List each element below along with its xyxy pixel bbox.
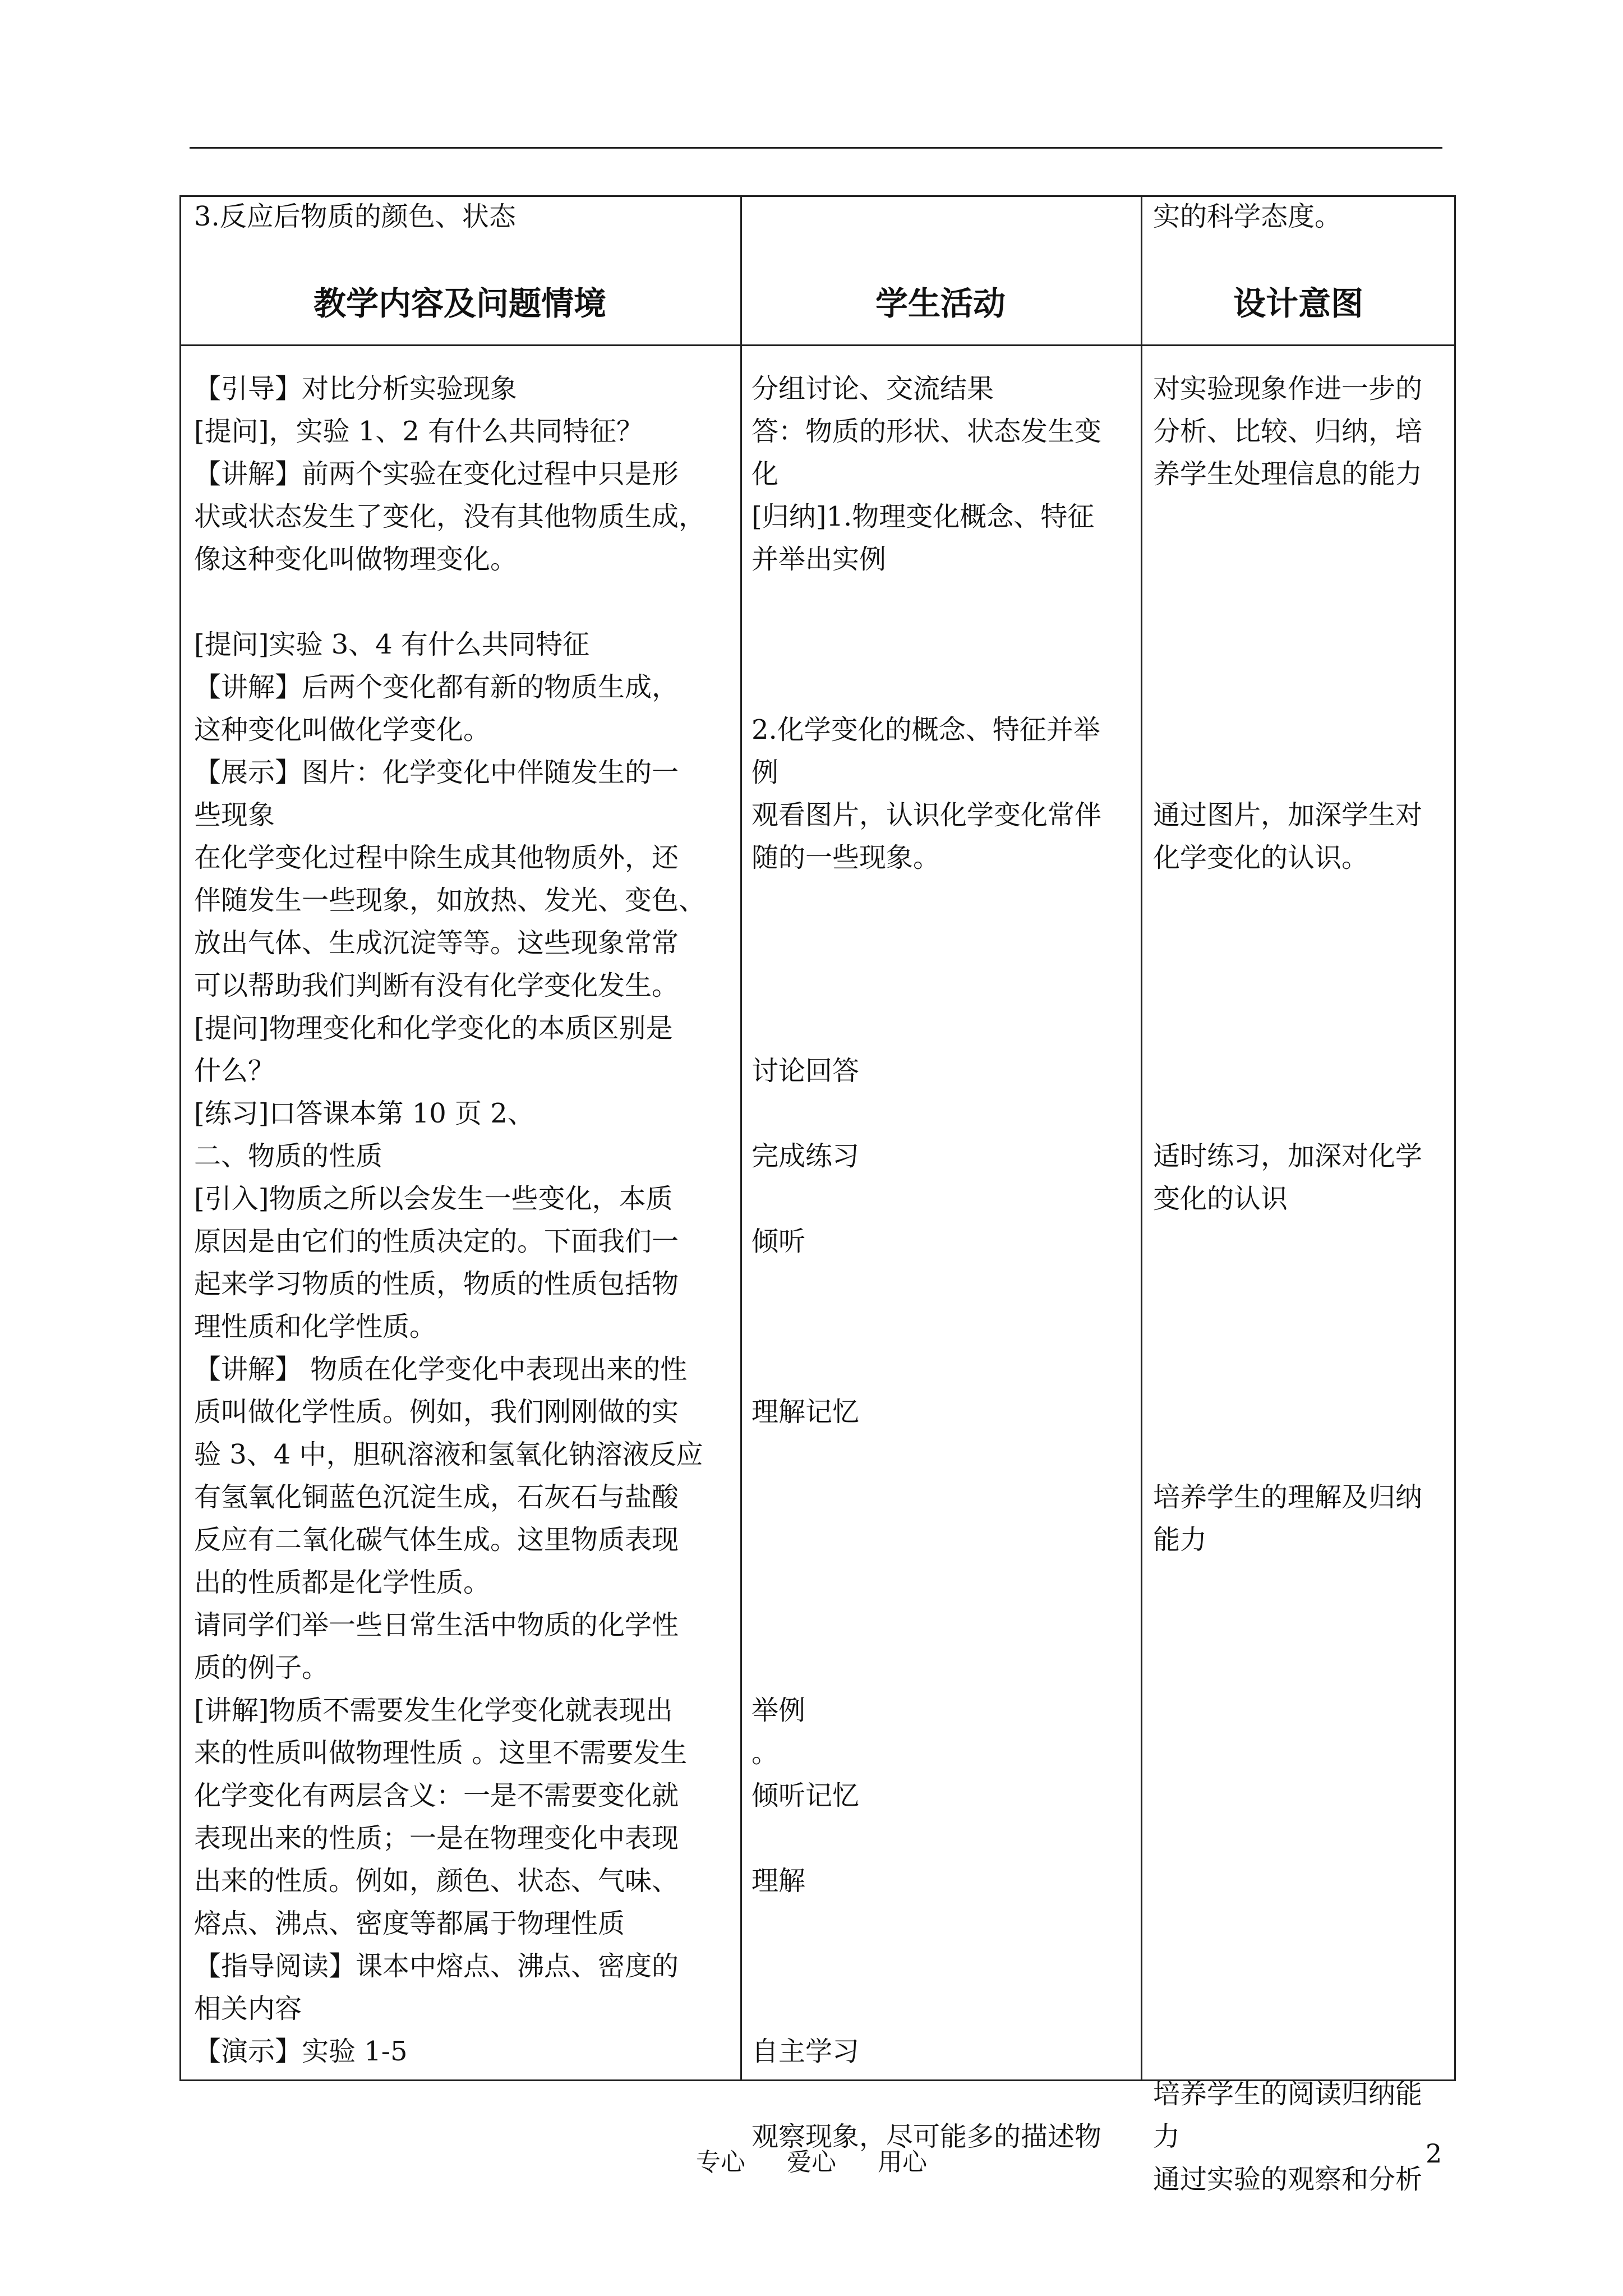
col3-line: 培养学生的阅读归纳能 xyxy=(1153,2078,1423,2110)
col2-line xyxy=(751,1902,1101,1945)
design-intent-column xyxy=(1153,367,1422,2201)
col2-line xyxy=(751,879,1101,922)
col1-line: 反应有二氧化碳气体生成。这里物质表现 xyxy=(194,1524,679,1556)
col2-line xyxy=(751,1092,1101,1135)
top-row-col1-text: 3.反应后物质的颜色、状态 xyxy=(194,201,516,232)
col2-line xyxy=(751,581,1101,623)
col3-line xyxy=(1153,964,1422,1007)
col2-line xyxy=(751,1177,1101,1220)
col1-line: 些现象 xyxy=(194,799,275,831)
header-design-intent: 设计意图 xyxy=(1233,284,1363,323)
col1-line: [引入]物质之所以会发生一些变化，本质 xyxy=(194,1183,673,1214)
col3-line xyxy=(1153,1050,1422,1092)
col1-line: 出来的性质。例如，颜色、状态、气味、 xyxy=(194,1865,679,1897)
col3-line xyxy=(1153,879,1422,922)
header-student-activity: 学生活动 xyxy=(875,284,1006,323)
header-teaching-content: 教学内容及问题情境 xyxy=(313,284,606,323)
col3-line xyxy=(1153,1646,1422,1689)
col3-line: 通过实验的观察和分析 xyxy=(1153,2164,1423,2195)
col2-line: 分组讨论、交流结果 xyxy=(751,373,994,404)
col2-line: 理解 xyxy=(751,1865,806,1897)
col1-line: 【指导阅读】课本中熔点、沸点、密度的 xyxy=(194,1950,679,1982)
col1-line: 可以帮助我们判断有没有化学变化发生。 xyxy=(194,970,679,1001)
col2-line: [归纳]1.物理变化概念、特征 xyxy=(751,501,1095,532)
col2-line: 倾听记忆 xyxy=(751,1780,860,1811)
col2-line xyxy=(751,1263,1101,1305)
col3-line xyxy=(1153,751,1422,794)
col3-line: 分析、比较、归纳，培 xyxy=(1153,416,1423,447)
col1-line: 有氢氧化铜蓝色沉淀生成，石灰石与盐酸 xyxy=(194,1481,679,1513)
teaching-content-column xyxy=(194,367,706,2073)
col3-line xyxy=(1153,1817,1422,1860)
col2-line: 。 xyxy=(751,1737,779,1769)
col1-line: 这种变化叫做化学变化。 xyxy=(194,714,491,746)
col1-line: 放出气体、生成沉淀等等。这些现象常常 xyxy=(194,927,679,959)
col2-line xyxy=(751,1348,1101,1391)
col2-line xyxy=(751,1646,1101,1689)
col3-line: 养学生处理信息的能力 xyxy=(1153,458,1423,490)
header-rule xyxy=(190,147,1442,149)
col1-line: [提问]，实验 1、2 有什么共同特征？ xyxy=(194,416,644,447)
col2-line: 2.化学变化的概念、特征并举 xyxy=(751,714,1100,746)
page-number: 2 xyxy=(1426,2138,1442,2169)
col2-line xyxy=(751,922,1101,964)
col3-line xyxy=(1153,623,1422,666)
col1-line: [提问]实验 3、4 有什么共同特征 xyxy=(194,629,590,660)
col3-line: 适时练习，加深对化学 xyxy=(1153,1140,1423,1172)
col3-line: 通过图片，加深学生对 xyxy=(1153,799,1423,831)
col2-line xyxy=(751,1561,1101,1604)
col2-line: 观看图片，认识化学变化常伴 xyxy=(751,799,1102,831)
col2-line: 观察现象，尽可能多的描述物 xyxy=(751,2121,1102,2152)
col3-line xyxy=(1153,1774,1422,1817)
col3-line xyxy=(1153,1305,1422,1348)
col1-line: 伴随发生一些现象，如放热、发光、变色、 xyxy=(194,885,706,916)
col3-line xyxy=(1153,1987,1422,2030)
col2-line xyxy=(751,1817,1101,1860)
col1-line: 【展示】图片：化学变化中伴随发生的一 xyxy=(194,757,679,788)
col3-line xyxy=(1153,922,1422,964)
col3-line xyxy=(1153,1689,1422,1732)
col3-line: 力 xyxy=(1153,2121,1181,2152)
col1-line: 【演示】实验 1-5 xyxy=(194,2036,408,2067)
col3-line xyxy=(1153,1092,1422,1135)
col2-line: 随的一些现象。 xyxy=(751,842,940,873)
col2-line xyxy=(751,1987,1101,2030)
col3-line xyxy=(1153,1732,1422,1774)
student-activity-column xyxy=(751,367,1101,2158)
col2-line xyxy=(751,666,1101,708)
col1-line: 在化学变化过程中除生成其他物质外，还 xyxy=(194,842,679,873)
col2-line: 理解记忆 xyxy=(751,1396,860,1428)
header-row-divider xyxy=(179,344,1456,346)
col2-line: 答：物质的形状、状态发生变 xyxy=(751,416,1102,447)
col3-line: 变化的认识 xyxy=(1153,1183,1288,1214)
col1-line: 二、物质的性质 xyxy=(194,1140,383,1172)
col3-line xyxy=(1153,538,1422,581)
column-divider-1 xyxy=(740,195,742,2081)
col1-line: [讲解]物质不需要发生化学变化就表现出 xyxy=(194,1695,673,1726)
col1-line: [练习]口答课本第 10 页 2、 xyxy=(194,1098,534,1129)
col1-line: 【引导】对比分析实验现象 xyxy=(194,373,518,404)
col1-line: 请同学们举一些日常生活中物质的化学性 xyxy=(194,1609,679,1641)
col1-line: 【讲解】前两个实验在变化过程中只是形 xyxy=(194,458,679,490)
col3-line xyxy=(1153,1860,1422,1902)
col2-line: 自主学习 xyxy=(751,2036,860,2067)
col1-line: 状或状态发生了变化，没有其他物质生成， xyxy=(194,501,706,532)
col1-line: 相关内容 xyxy=(194,1993,302,2024)
col3-line xyxy=(1153,2030,1422,2073)
col1-line: 熔点、沸点、密度等都属于物理性质 xyxy=(194,1908,625,1939)
col1-line: 来的性质叫做物理性质 。这里不需要发生 xyxy=(194,1737,688,1769)
col3-line xyxy=(1153,708,1422,751)
col3-line xyxy=(1153,1220,1422,1263)
col2-line: 并举出实例 xyxy=(751,544,887,575)
col3-line xyxy=(1153,1604,1422,1646)
col1-line: 验 3、4 中，胆矾溶液和氢氧化钠溶液反应 xyxy=(194,1439,703,1470)
col1-line: 像这种变化叫做物理变化。 xyxy=(194,544,518,575)
col2-line xyxy=(751,623,1101,666)
col2-line: 完成练习 xyxy=(751,1140,860,1172)
col2-line: 倾听 xyxy=(751,1226,806,1257)
col2-line xyxy=(751,1476,1101,1519)
col3-line xyxy=(1153,581,1422,623)
col3-line xyxy=(1153,495,1422,538)
col2-line: 例 xyxy=(751,757,779,788)
col3-line xyxy=(1153,1902,1422,1945)
col2-line xyxy=(751,1945,1101,1987)
col2-line: 讨论回答 xyxy=(751,1055,860,1087)
col3-line xyxy=(1153,1433,1422,1476)
col1-line: 起来学习物质的性质，物质的性质包括物 xyxy=(194,1268,679,1300)
col2-line: 化 xyxy=(751,458,779,490)
col1-line: [提问]物理变化和化学变化的本质区别是 xyxy=(194,1013,673,1044)
column-divider-2 xyxy=(1141,195,1142,2081)
col1-line: 出的性质都是化学性质。 xyxy=(194,1567,491,1598)
col2-line xyxy=(751,1007,1101,1050)
col1-line: 【讲解】 物质在化学变化中表现出来的性 xyxy=(194,1354,688,1385)
col1-line: 理性质和化学性质。 xyxy=(194,1311,437,1342)
col3-line: 化学变化的认识。 xyxy=(1153,842,1369,873)
col3-line xyxy=(1153,666,1422,708)
col1-line: 原因是由它们的性质决定的。下面我们一 xyxy=(194,1226,679,1257)
col1-line xyxy=(194,581,706,623)
col3-line xyxy=(1153,1348,1422,1391)
col1-line: 质叫做化学性质。例如，我们刚刚做的实 xyxy=(194,1396,679,1428)
col2-line xyxy=(751,964,1101,1007)
col2-line xyxy=(751,1433,1101,1476)
col1-line: 表现出来的性质；一是在物理变化中表现 xyxy=(194,1823,679,1854)
col2-line xyxy=(751,2073,1101,2115)
col3-line: 培养学生的理解及归纳 xyxy=(1153,1481,1423,1513)
col1-line: 质的例子。 xyxy=(194,1652,329,1683)
col2-line xyxy=(751,1604,1101,1646)
col3-line: 对实验现象作进一步的 xyxy=(1153,373,1423,404)
col1-line: 【讲解】后两个变化都有新的物质生成， xyxy=(194,671,679,703)
col3-line xyxy=(1153,1561,1422,1604)
page-footer-motto: 专心 爱心 用心 xyxy=(696,2148,927,2177)
col3-line xyxy=(1153,1391,1422,1433)
col3-line xyxy=(1153,1007,1422,1050)
col2-line xyxy=(751,1305,1101,1348)
top-row-col3-text: 实的科学态度。 xyxy=(1153,201,1342,232)
col1-line: 什么？ xyxy=(194,1055,275,1087)
col3-line xyxy=(1153,1263,1422,1305)
col3-line: 能力 xyxy=(1153,1524,1207,1556)
col2-line: 举例 xyxy=(751,1695,806,1726)
col1-line: 化学变化有两层含义：一是不需要变化就 xyxy=(194,1780,679,1811)
col2-line xyxy=(751,1519,1101,1561)
col3-line xyxy=(1153,1945,1422,1987)
